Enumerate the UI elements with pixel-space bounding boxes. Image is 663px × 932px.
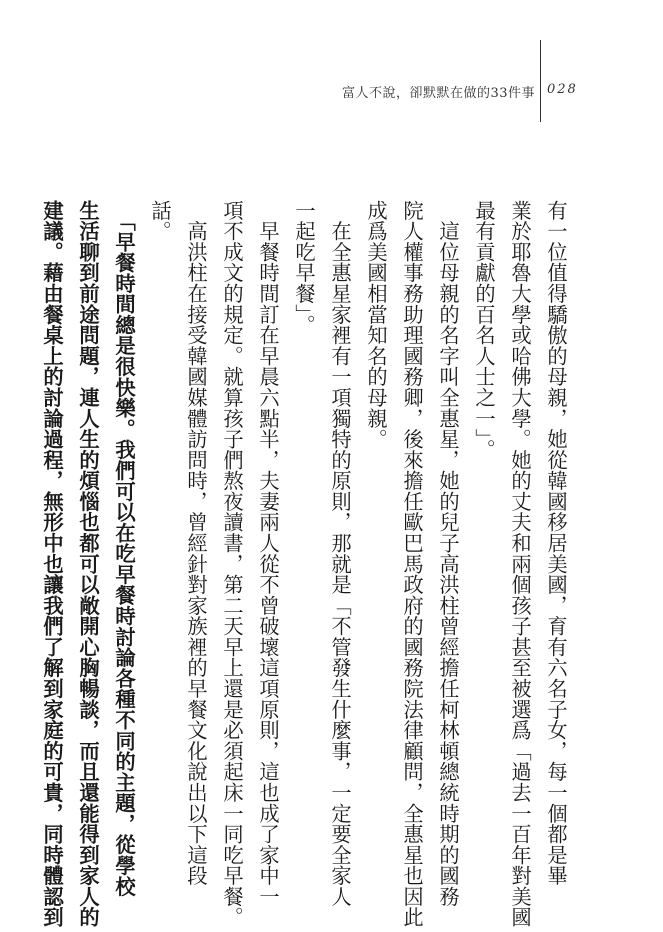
quote-column-2: 生活聊到前途問題，連人生的煩惱也都可以敞開心胸暢談，而且還能得到家人的: [76, 200, 100, 928]
text-column-9: 早餐時間訂在早晨六點半，夫妻兩人從不曾破壞這項原則，這也成了家中一: [256, 200, 280, 907]
text-column-1: 有一位值得驕傲的母親，她從韓國移居美國，育有六名子女，每一個都是畢: [544, 200, 568, 887]
header-divider: [540, 40, 541, 122]
text-column-11: 高洪柱在接受韓國媒體訪問時，曾經針對家族裡的早餐文化說出以下這段: [184, 200, 208, 887]
text-column-4: 這位母親的名字叫全惠星，她的兒子高洪柱曾經擔任柯林頓總統時期的國務: [436, 200, 460, 907]
text-column-3: 最有貢獻的百名人士之一」。: [472, 200, 496, 461]
quote-column-1: 「早餐時間總是很快樂。我們可以在吃早餐時討論各種不同的主題，從學校: [112, 200, 136, 897]
text-column-6: 成爲美國相當知名的母親。: [364, 200, 388, 450]
text-column-7: 在全惠星家裡有一項獨特的原則，那就是「不管發生什麼事，一定要全家人: [328, 200, 352, 907]
text-column-5: 院人權事務助理國務卿，後來擔任歐巴馬政府的國務院法律顧問，全惠星也因此: [400, 200, 424, 928]
text-column-2: 業於耶魯大學或哈佛大學。她的丈夫和兩個孩子甚至被選爲「過去一百年對美國: [508, 200, 532, 928]
text-column-12: 話。: [148, 200, 172, 242]
text-column-10: 項不成文的規定。就算孩子們熬夜讀書，第二天早上還是必須起床一同吃早餐。: [220, 200, 244, 928]
quote-column-3: 建議。藉由餐桌上的討論過程，無形中也讓我們了解到家庭的可貴，同時體認到: [40, 200, 64, 928]
page-number: 028: [547, 82, 578, 97]
text-column-8: 一起吃早餐」。: [292, 200, 316, 336]
running-header-title: 富人不說，卻默默在做的33件事: [341, 86, 535, 101]
